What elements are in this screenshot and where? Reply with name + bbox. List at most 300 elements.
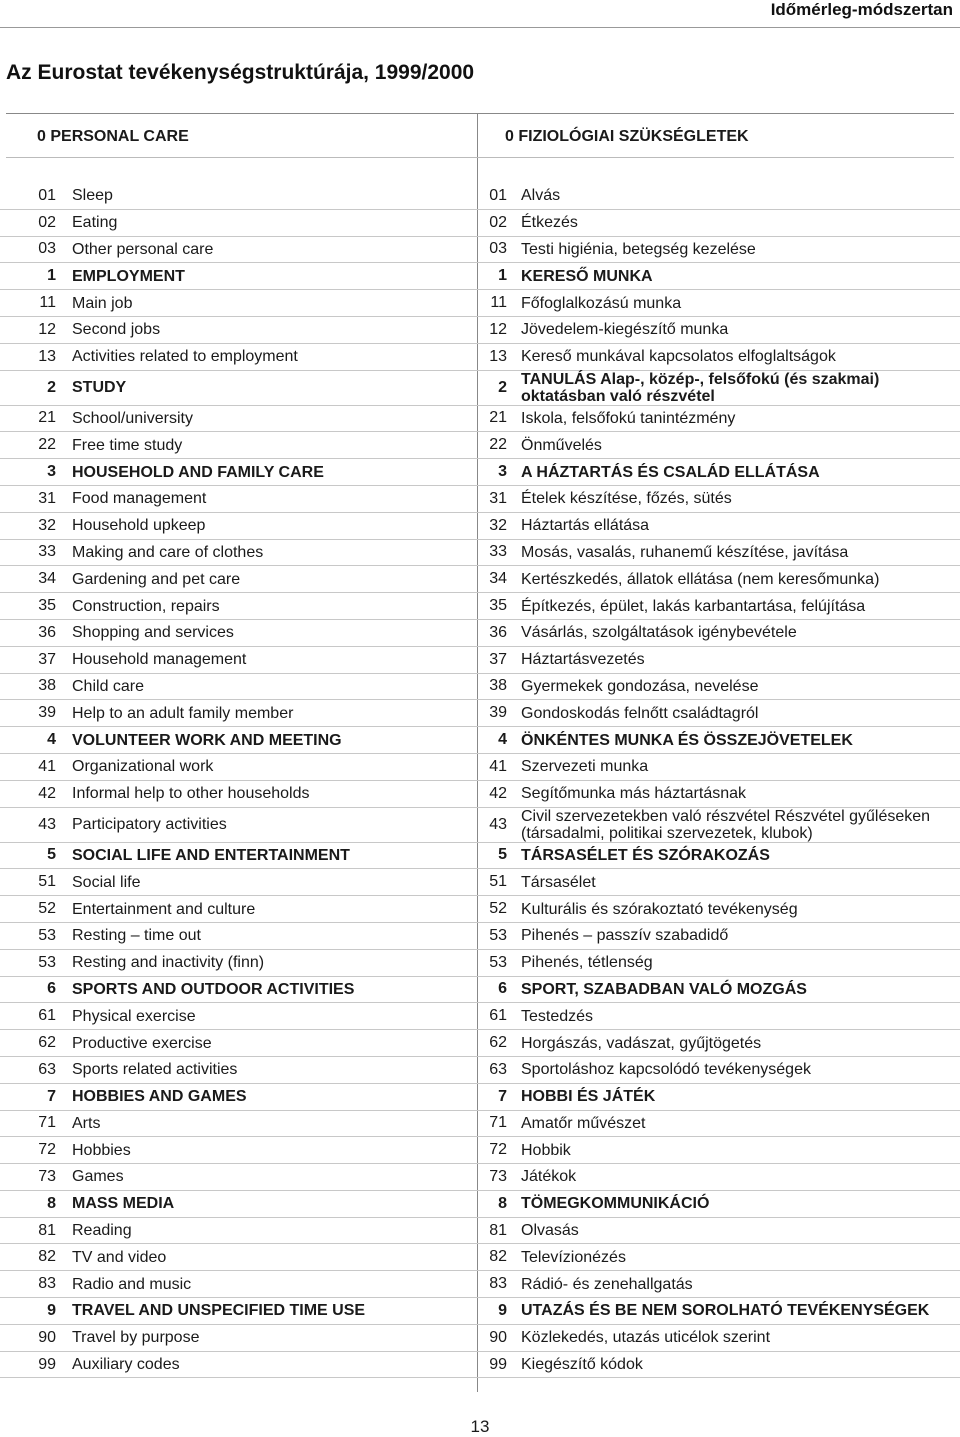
activity-label-en: Second jobs xyxy=(72,321,161,339)
activity-label-en: SOCIAL LIFE AND ENTERTAINMENT xyxy=(72,846,350,864)
row-hu xyxy=(477,183,960,209)
activity-code-en: 4 xyxy=(47,731,56,749)
activity-code-en: 43 xyxy=(38,815,56,833)
activity-label-en: MASS MEDIA xyxy=(72,1195,175,1213)
table-row xyxy=(0,977,960,1004)
row-en xyxy=(0,647,477,673)
table-row xyxy=(0,727,960,754)
activity-label-hu: ÖNKÉNTES MUNKA ÉS ÖSSZEJÖVETELEK xyxy=(521,731,853,749)
row-hu xyxy=(477,727,960,753)
activity-label-en: Arts xyxy=(72,1114,101,1132)
row-hu xyxy=(477,1164,960,1190)
activity-code-hu: 13 xyxy=(489,347,507,365)
activity-code-en: 33 xyxy=(38,543,56,561)
row-en xyxy=(0,808,477,842)
activity-code-en: 42 xyxy=(38,784,56,802)
activity-code-hu: 53 xyxy=(489,953,507,971)
row-hu xyxy=(477,1030,960,1056)
activity-code-en: 63 xyxy=(38,1060,56,1078)
activity-label-en: Games xyxy=(72,1168,124,1186)
row-hu xyxy=(477,406,960,432)
activity-label-en: HOBBIES AND GAMES xyxy=(72,1088,247,1106)
activity-code-hu: 9 xyxy=(498,1301,507,1319)
table-row xyxy=(0,950,960,977)
table-row xyxy=(0,1137,960,1164)
activity-table xyxy=(0,183,960,1378)
table-row xyxy=(0,371,960,406)
row-en xyxy=(0,263,477,289)
activity-code-en: 90 xyxy=(38,1328,56,1346)
row-en xyxy=(0,1164,477,1190)
activity-code-hu: 90 xyxy=(489,1328,507,1346)
table-row xyxy=(0,344,960,371)
table-row xyxy=(0,843,960,870)
activity-label-hu: Kereső munkával kapcsolatos elfoglaltságok xyxy=(521,348,836,366)
activity-code-hu: 37 xyxy=(489,650,507,668)
table-row xyxy=(0,183,960,210)
row-en xyxy=(0,371,477,405)
activity-code-hu: 01 xyxy=(489,186,507,204)
row-hu xyxy=(477,1352,960,1378)
table-row xyxy=(0,1164,960,1191)
activity-code-hu: 82 xyxy=(489,1248,507,1266)
row-en xyxy=(0,781,477,807)
activity-label-hu: Amatőr művészet xyxy=(521,1114,646,1132)
row-hu xyxy=(477,290,960,316)
activity-label-en: Reading xyxy=(72,1222,132,1240)
activity-code-hu: 11 xyxy=(490,294,507,312)
row-hu xyxy=(477,486,960,512)
row-hu xyxy=(477,869,960,895)
table-row xyxy=(0,540,960,567)
activity-label-en: Food management xyxy=(72,490,207,508)
activity-code-hu: 36 xyxy=(489,623,507,641)
table-row xyxy=(0,700,960,727)
row-hu xyxy=(477,781,960,807)
row-en xyxy=(0,406,477,432)
activity-code-en: 61 xyxy=(38,1007,56,1025)
row-en xyxy=(0,1003,477,1029)
row-en xyxy=(0,674,477,700)
table-row xyxy=(0,1352,960,1379)
row-en xyxy=(0,317,477,343)
row-hu xyxy=(477,1298,960,1324)
row-hu xyxy=(477,1137,960,1163)
activity-label-en: EMPLOYMENT xyxy=(72,267,185,285)
activity-code-en: 39 xyxy=(38,704,56,722)
table-row xyxy=(0,781,960,808)
activity-label-hu: Vásárlás, szolgáltatások igénybevétele xyxy=(521,624,797,642)
activity-code-hu: 7 xyxy=(498,1087,507,1105)
table-row xyxy=(0,1084,960,1111)
table-row xyxy=(0,513,960,540)
row-en xyxy=(0,237,477,263)
activity-label-hu: Testi higiénia, betegség kezelése xyxy=(521,240,756,258)
row-hu xyxy=(477,700,960,726)
activity-label-en: Physical exercise xyxy=(72,1007,196,1025)
row-hu xyxy=(477,950,960,976)
activity-code-en: 6 xyxy=(47,980,56,998)
row-en xyxy=(0,896,477,922)
activity-code-en: 01 xyxy=(38,186,56,204)
row-hu xyxy=(477,843,960,869)
activity-label-en: Help to an adult family member xyxy=(72,704,294,722)
table-row xyxy=(0,1244,960,1271)
activity-code-hu: 3 xyxy=(498,463,507,481)
activity-label-hu: HOBBI ÉS JÁTÉK xyxy=(521,1088,656,1106)
activity-label-hu: Testedzés xyxy=(521,1007,594,1025)
table-row xyxy=(0,620,960,647)
activity-code-en: 41 xyxy=(38,757,56,775)
activity-label-en: Construction, repairs xyxy=(72,597,220,615)
row-hu xyxy=(477,593,960,619)
row-hu xyxy=(477,923,960,949)
activity-label-hu: Hobbik xyxy=(521,1141,571,1159)
table-row xyxy=(0,1298,960,1325)
table-row xyxy=(0,406,960,433)
row-en xyxy=(0,183,477,209)
activity-label-hu: TÁRSASÉLET ÉS SZÓRAKOZÁS xyxy=(521,846,770,864)
activity-code-hu: 53 xyxy=(489,926,507,944)
row-en xyxy=(0,432,477,458)
row-hu xyxy=(477,1244,960,1270)
table-row xyxy=(0,1271,960,1298)
activity-code-hu: 4 xyxy=(498,731,507,749)
row-hu xyxy=(477,1191,960,1217)
row-hu xyxy=(477,620,960,646)
activity-code-en: 38 xyxy=(38,677,56,695)
activity-label-hu: Jövedelem-kiegészítő munka xyxy=(521,321,729,339)
activity-code-hu: 8 xyxy=(498,1194,507,1212)
activity-label-hu: Televízionézés xyxy=(521,1248,626,1266)
activity-label-hu: Építkezés, épület, lakás karbantartása, felújítása xyxy=(521,597,866,615)
activity-label-en: Auxiliary codes xyxy=(72,1356,180,1374)
row-en xyxy=(0,1298,477,1324)
row-en xyxy=(0,486,477,512)
activity-label-en: Informal help to other households xyxy=(72,785,310,803)
activity-code-en: 02 xyxy=(38,213,56,231)
activity-label-hu: A HÁZTARTÁS ÉS CSALÁD ELLÁTÁSA xyxy=(521,463,820,481)
row-hu xyxy=(477,210,960,236)
activity-code-en: 12 xyxy=(38,320,56,338)
row-hu xyxy=(477,540,960,566)
row-en xyxy=(0,1084,477,1110)
activity-label-hu: SPORT, SZABADBAN VALÓ MOZGÁS xyxy=(521,980,807,998)
row-en xyxy=(0,977,477,1003)
row-hu xyxy=(477,808,960,842)
activity-code-hu: 21 xyxy=(489,409,507,427)
activity-code-hu: 34 xyxy=(489,570,507,588)
row-hu xyxy=(477,896,960,922)
activity-label-en: School/university xyxy=(72,409,193,427)
activity-label-hu: KERESŐ MUNKA xyxy=(521,267,653,285)
activity-label-hu: Gyermekek gondozása, nevelése xyxy=(521,677,759,695)
activity-label-hu: TÖMEGKOMMUNIKÁCIÓ xyxy=(521,1195,710,1213)
activity-label-hu: Szervezeti munka xyxy=(521,758,649,776)
row-en xyxy=(0,1352,477,1378)
activity-label-en: Activities related to employment xyxy=(72,348,298,366)
activity-label-en: Entertainment and culture xyxy=(72,900,256,918)
activity-code-en: 99 xyxy=(38,1355,56,1373)
row-hu xyxy=(477,674,960,700)
activity-label-en: STUDY xyxy=(72,379,127,397)
row-hu xyxy=(477,1057,960,1083)
activity-label-hu: Játékok xyxy=(521,1168,577,1186)
table-row xyxy=(0,486,960,513)
table-row xyxy=(0,1325,960,1352)
activity-label-hu: Iskola, felsőfokú tanintézmény xyxy=(521,409,736,427)
activity-code-en: 51 xyxy=(38,873,56,891)
activity-label-hu: Pihenés – passzív szabadidő xyxy=(521,927,729,945)
activity-label-hu: UTAZÁS ÉS BE NEM SOROLHATÓ TEVÉKENYSÉGEK xyxy=(521,1302,930,1320)
activity-label-en: Eating xyxy=(72,214,118,232)
table-header-en: 0 PERSONAL CARE xyxy=(37,128,189,145)
activity-code-en: 36 xyxy=(38,623,56,641)
row-en xyxy=(0,727,477,753)
activity-label-en: Resting – time out xyxy=(72,927,201,945)
activity-label-en: HOUSEHOLD AND FAMILY CARE xyxy=(72,463,324,481)
row-hu xyxy=(477,1271,960,1297)
row-hu xyxy=(477,1325,960,1351)
activity-label-en: Household upkeep xyxy=(72,517,206,535)
table-row xyxy=(0,896,960,923)
row-en xyxy=(0,1244,477,1270)
row-en xyxy=(0,344,477,370)
row-hu xyxy=(477,263,960,289)
activity-code-hu: 83 xyxy=(489,1275,507,1293)
table-row xyxy=(0,317,960,344)
activity-code-en: 71 xyxy=(38,1114,56,1132)
activity-label-en: Main job xyxy=(72,294,133,312)
row-hu xyxy=(477,647,960,673)
row-hu xyxy=(477,371,960,405)
activity-label-hu: Rádió- és zenehallgatás xyxy=(521,1275,693,1293)
activity-code-hu: 71 xyxy=(489,1114,507,1132)
activity-code-en: 7 xyxy=(47,1087,56,1105)
activity-label-hu: Mosás, vasalás, ruhanemű készítése, javítása xyxy=(521,543,849,561)
table-row xyxy=(0,210,960,237)
activity-code-en: 83 xyxy=(38,1275,56,1293)
activity-code-hu: 41 xyxy=(489,757,507,775)
table-row xyxy=(0,263,960,290)
row-en xyxy=(0,1191,477,1217)
row-en xyxy=(0,923,477,949)
row-hu xyxy=(477,432,960,458)
activity-code-en: 37 xyxy=(38,650,56,668)
table-row xyxy=(0,647,960,674)
activity-code-hu: 1 xyxy=(498,267,507,285)
row-en xyxy=(0,513,477,539)
row-en xyxy=(0,1030,477,1056)
activity-code-hu: 73 xyxy=(489,1167,507,1185)
activity-code-hu: 63 xyxy=(489,1060,507,1078)
activity-label-hu: Civil szervezetekben való részvétel Részvétel gyűléseken (társadalmi, politikai szervezetek, klubok) xyxy=(521,807,931,842)
table-row xyxy=(0,459,960,486)
activity-label-en: TRAVEL AND UNSPECIFIED TIME USE xyxy=(72,1302,366,1320)
activity-code-en: 13 xyxy=(38,347,56,365)
activity-code-en: 22 xyxy=(38,436,56,454)
activity-label-en: SPORTS AND OUTDOOR ACTIVITIES xyxy=(72,980,355,998)
activity-code-hu: 03 xyxy=(489,240,507,258)
activity-label-hu: Gondoskodás felnőtt családtagról xyxy=(521,704,759,722)
activity-code-hu: 35 xyxy=(489,597,507,615)
activity-code-en: 72 xyxy=(38,1141,56,1159)
activity-code-en: 21 xyxy=(38,409,56,427)
page-number: 13 xyxy=(470,1417,490,1436)
activity-label-en: Making and care of clothes xyxy=(72,543,264,561)
table-row xyxy=(0,1111,960,1138)
table-row xyxy=(0,237,960,264)
row-en xyxy=(0,620,477,646)
header-rule xyxy=(0,27,960,28)
row-hu xyxy=(477,1218,960,1244)
activity-label-en: Free time study xyxy=(72,436,183,454)
row-en xyxy=(0,540,477,566)
activity-label-hu: Kulturális és szórakoztató tevékenység xyxy=(521,900,798,918)
activity-code-en: 52 xyxy=(38,900,56,918)
activity-label-hu: Étkezés xyxy=(521,214,578,232)
activity-label-hu: Közlekedés, utazás uticélok szerint xyxy=(521,1329,771,1347)
activity-code-en: 8 xyxy=(47,1194,56,1212)
activity-label-en: TV and video xyxy=(72,1248,167,1266)
activity-label-hu: Horgászás, vadászat, gyűjtögetés xyxy=(521,1034,762,1052)
row-en xyxy=(0,1218,477,1244)
table-row xyxy=(0,808,960,843)
activity-label-en: Organizational work xyxy=(72,758,214,776)
table-row xyxy=(0,1030,960,1057)
row-hu xyxy=(477,977,960,1003)
activity-code-en: 11 xyxy=(39,294,56,312)
activity-label-hu: Olvasás xyxy=(521,1222,579,1240)
activity-label-en: Household management xyxy=(72,651,247,669)
row-hu xyxy=(477,1084,960,1110)
table-row xyxy=(0,593,960,620)
activity-code-hu: 32 xyxy=(489,516,507,534)
table-row xyxy=(0,869,960,896)
row-en xyxy=(0,210,477,236)
table-row xyxy=(0,1057,960,1084)
table-row xyxy=(0,1003,960,1030)
table-row xyxy=(0,432,960,459)
row-hu xyxy=(477,513,960,539)
row-en xyxy=(0,459,477,485)
activity-label-hu: Pihenés, tétlenség xyxy=(521,954,653,972)
row-en xyxy=(0,1057,477,1083)
activity-code-en: 5 xyxy=(47,846,56,864)
activity-code-hu: 02 xyxy=(489,213,507,231)
table-row xyxy=(0,674,960,701)
row-en xyxy=(0,566,477,592)
activity-label-en: Travel by purpose xyxy=(72,1329,200,1347)
activity-code-en: 3 xyxy=(47,463,56,481)
row-hu xyxy=(477,1003,960,1029)
activity-label-en: Other personal care xyxy=(72,240,214,258)
row-hu xyxy=(477,344,960,370)
activity-label-en: Social life xyxy=(72,873,141,891)
activity-code-en: 35 xyxy=(38,597,56,615)
activity-code-en: 9 xyxy=(47,1301,56,1319)
table-header-hu: 0 FIZIOLÓGIAI SZÜKSÉGLETEK xyxy=(505,128,749,145)
activity-label-en: Resting and inactivity (finn) xyxy=(72,954,265,972)
activity-label-hu: Kiegészítő kódok xyxy=(521,1356,643,1374)
activity-code-hu: 39 xyxy=(489,704,507,722)
activity-code-hu: 22 xyxy=(489,436,507,454)
activity-label-en: Gardening and pet care xyxy=(72,570,241,588)
row-hu xyxy=(477,566,960,592)
table-header-rule xyxy=(6,157,954,158)
activity-code-hu: 33 xyxy=(489,543,507,561)
activity-code-hu: 31 xyxy=(489,489,507,507)
activity-label-hu: Társasélet xyxy=(521,873,596,891)
row-en xyxy=(0,1137,477,1163)
row-en xyxy=(0,950,477,976)
activity-code-hu: 51 xyxy=(489,873,507,891)
activity-code-hu: 72 xyxy=(489,1141,507,1159)
row-en xyxy=(0,754,477,780)
table-row xyxy=(0,1191,960,1218)
activity-label-en: Participatory activities xyxy=(72,816,227,834)
row-hu xyxy=(477,754,960,780)
activity-code-en: 2 xyxy=(47,378,56,396)
activity-label-en: Radio and music xyxy=(72,1275,192,1293)
activity-code-en: 73 xyxy=(38,1167,56,1185)
table-row xyxy=(0,1218,960,1245)
activity-label-hu: Alvás xyxy=(521,187,561,205)
activity-code-hu: 12 xyxy=(489,320,507,338)
activity-code-en: 62 xyxy=(38,1034,56,1051)
activity-code-hu: 52 xyxy=(489,900,507,918)
activity-label-en: VOLUNTEER WORK AND MEETING xyxy=(72,731,342,749)
activity-code-en: 82 xyxy=(38,1248,56,1266)
activity-code-en: 81 xyxy=(38,1221,56,1239)
activity-code-hu: 81 xyxy=(489,1221,507,1239)
activity-code-en: 1 xyxy=(47,267,56,285)
activity-label-hu: Főfoglalkozású munka xyxy=(521,294,682,312)
activity-code-hu: 61 xyxy=(489,1007,507,1025)
row-hu xyxy=(477,459,960,485)
row-en xyxy=(0,290,477,316)
activity-label-hu: Háztartásvezetés xyxy=(521,651,645,669)
activity-label-hu: TANULÁS Alap-, közép-, felsőfokú (és szakmai) oktatásban való részvétel xyxy=(521,370,880,405)
activity-code-en: 53 xyxy=(38,953,56,971)
activity-code-hu: 62 xyxy=(489,1034,507,1051)
activity-label-hu: Önművelés xyxy=(521,436,602,454)
activity-label-en: Child care xyxy=(72,677,145,695)
activity-label-hu: Sportoláshoz kapcsolódó tevékenységek xyxy=(521,1061,811,1079)
activity-code-en: 53 xyxy=(38,926,56,944)
activity-code-en: 03 xyxy=(38,240,56,258)
row-en xyxy=(0,1271,477,1297)
row-en xyxy=(0,1325,477,1351)
activity-label-en: Hobbies xyxy=(72,1141,131,1159)
row-hu xyxy=(477,317,960,343)
row-hu xyxy=(477,237,960,263)
activity-label-en: Productive exercise xyxy=(72,1034,212,1052)
activity-code-hu: 6 xyxy=(498,980,507,998)
activity-label-en: Shopping and services xyxy=(72,624,234,642)
activity-code-en: 32 xyxy=(38,516,56,534)
row-en xyxy=(0,1111,477,1137)
activity-code-hu: 2 xyxy=(498,378,507,396)
row-en xyxy=(0,843,477,869)
table-row xyxy=(0,754,960,781)
activity-code-hu: 42 xyxy=(489,784,507,802)
activity-label-hu: Kertészkedés, állatok ellátása (nem keresőmunka) xyxy=(521,570,880,588)
row-hu xyxy=(477,1111,960,1137)
table-top-rule xyxy=(6,113,954,114)
activity-code-en: 34 xyxy=(38,570,56,588)
table-row xyxy=(0,566,960,593)
